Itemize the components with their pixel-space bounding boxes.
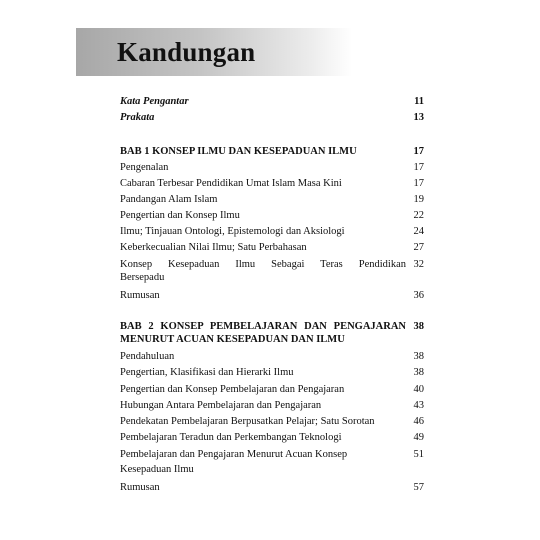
toc-entry-page: 49 (413, 432, 424, 443)
toc-entry-label: Ilmu; Tinjauan Ontologi, Epistemologi dan Aksiologi (120, 226, 345, 237)
toc-entry-page: 17 (413, 178, 424, 189)
toc-entry-page: 19 (413, 194, 424, 205)
toc-entry-page: 24 (413, 226, 424, 237)
chapter-title: BAB 1 KONSEP ILMU DAN KESEPADUAN ILMU (120, 146, 357, 157)
toc-entry-page: 51 (413, 449, 424, 460)
toc-entry-label: Pandangan Alam Islam (120, 194, 218, 205)
toc-entry[interactable] (120, 259, 424, 285)
toc-entry-page: 11 (414, 96, 424, 107)
toc-entry-page: 40 (413, 384, 424, 395)
toc-entry-label-line2: Kesepaduan Ilmu (120, 464, 194, 475)
toc-entry-page: 46 (413, 416, 424, 427)
chapter-title-line1: BAB 2 KONSEP PEMBELAJARAN DAN PENGAJARAN (120, 321, 406, 332)
toc-entry-page: 38 (413, 367, 424, 378)
chapter-page: 38 (413, 321, 424, 332)
toc-entry-label: Prakata (120, 112, 155, 123)
toc-entry-page: 27 (413, 242, 424, 253)
toc-entry-label-line2: Bersepadu (120, 272, 165, 283)
toc-entry-page: 57 (413, 482, 424, 493)
toc-entry-label: Pendekatan Pembelajaran Berpusatkan Pelajar; Satu Sorotan (120, 416, 375, 427)
toc-entry[interactable] (120, 449, 424, 475)
toc-entry-label: Hubungan Antara Pembelajaran dan Pengajaran (120, 400, 322, 411)
page-title: Kandungan (117, 37, 256, 67)
toc-entry-label: Keberkecualian Nilai Ilmu; Satu Perbahasan (120, 242, 307, 253)
chapter-heading-bab-2[interactable] (120, 321, 424, 347)
toc-entry-page: 36 (413, 290, 424, 301)
chapter-page: 17 (413, 146, 424, 157)
toc-entry-label: Pengertian, Klasifikasi dan Hierarki Ilmu (120, 367, 294, 378)
toc-entry-label-line1: Konsep Kesepaduan Ilmu Sebagai Teras Pendidikan (120, 259, 406, 270)
toc-entry-page: 17 (413, 162, 424, 173)
toc-entry-label: Cabaran Terbesar Pendidikan Umat Islam Masa Kini (120, 178, 342, 189)
toc-entry-label: Rumusan (120, 290, 160, 301)
toc-entry-label: Pengertian dan Konsep Ilmu (120, 210, 240, 221)
toc-entry-label: Pembelajaran Teradun dan Perkembangan Teknologi (120, 432, 342, 443)
toc-entry-label: Pengertian dan Konsep Pembelajaran dan Pengajaran (120, 384, 345, 395)
toc-entry-page: 32 (413, 259, 424, 270)
toc-entry-label: Pendahuluan (120, 351, 175, 362)
toc-entry-label: Rumusan (120, 482, 160, 493)
toc-entry-label: Pengenalan (120, 162, 169, 173)
toc-entry-page: 22 (413, 210, 424, 221)
chapter-title-line2: MENURUT ACUAN KESEPADUAN DAN ILMU (120, 334, 345, 345)
toc-entry-page: 13 (413, 112, 424, 123)
toc-entry-label: Kata Pengantar (120, 96, 189, 107)
toc-entry-page: 38 (413, 351, 424, 362)
toc-entry-label-line1: Pembelajaran dan Pengajaran Menurut Acuan Konsep (120, 449, 348, 460)
toc-entry-page: 43 (413, 400, 424, 411)
